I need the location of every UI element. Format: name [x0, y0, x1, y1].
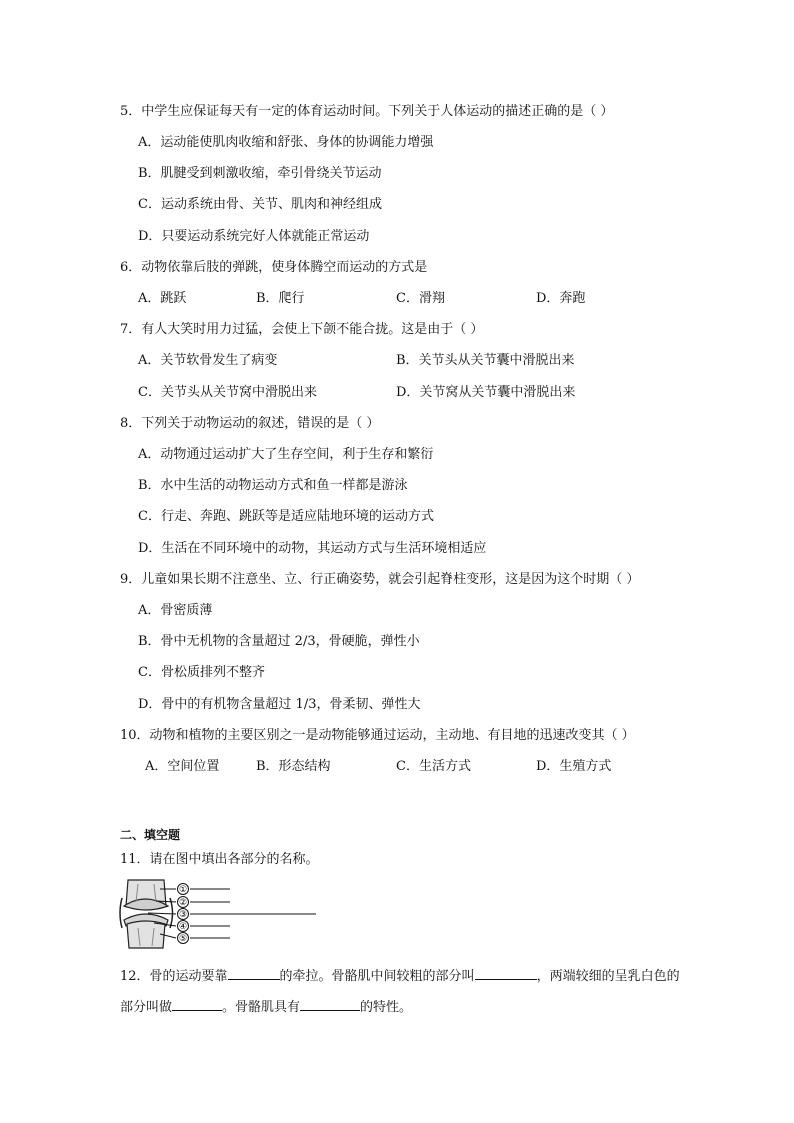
label-5: ⑤: [178, 934, 188, 944]
question-10-option-c: C．生活方式: [396, 759, 471, 774]
label-2: ②: [178, 898, 188, 908]
joint-diagram: [118, 876, 324, 950]
question-6-option-a: A．跳跃: [138, 291, 187, 306]
question-5-option-b: B．肌腱受到刺激收缩，牵引骨绕关节运动: [138, 166, 382, 181]
question-7-option-d: D．关节窝从关节囊中滑脱出来: [396, 385, 576, 400]
question-9-option-c: C．骨松质排列不整齐: [138, 665, 265, 680]
question-9-option-b: B．骨中无机物的含量超过 2/3，骨硬脆，弹性小: [138, 634, 420, 649]
question-12-part-1: 12．骨的运动要靠: [120, 969, 228, 984]
question-10-stem: 10．动物和植物的主要区别之一是动物能够通过运动，主动地、有目地的迅速改变其（ ）: [120, 728, 635, 743]
question-8-option-b: B．水中生活的动物运动方式和鱼一样都是游泳: [138, 478, 408, 493]
question-6-option-d: D．奔跑: [536, 291, 586, 306]
section-2-heading: 二、填空题: [120, 828, 181, 842]
question-7-stem: 7．有人大笑时用力过猛，会使上下颌不能合拢。这是由于（ ）: [120, 322, 484, 337]
question-8-option-a: A．动物通过运动扩大了生存空间，利于生存和繁衍: [138, 447, 434, 462]
question-12-part-4: 。骨骼肌具有: [222, 1000, 301, 1015]
question-8-option-c: C．行走、奔跑、跳跃等是适应陆地环境的运动方式: [138, 509, 434, 524]
question-10-option-d: D．生殖方式: [536, 759, 612, 774]
question-8-stem: 8．下列关于动物运动的叙述，错误的是（ ）: [120, 416, 380, 431]
question-9-stem: 9．儿童如果长期不注意坐、立、行正确姿势，就会引起脊柱变形，这是因为这个时期（ ）: [120, 572, 640, 587]
label-1: ①: [178, 885, 188, 895]
question-10-option-b: B．形态结构: [256, 759, 331, 774]
blank-property[interactable]: [300, 996, 360, 1011]
blank-muscle[interactable]: [228, 965, 280, 980]
question-12-part-2: 的牵拉。骨骼肌中间较粗的部分叫: [279, 969, 475, 984]
question-5-stem: 5．中学生应保证每天有一定的体育运动时间。下列关于人体运动的描述正确的是（ ）: [120, 104, 614, 119]
question-10-option-a: A．空间位置: [145, 759, 220, 774]
question-7-option-c: C．关节头从关节窝中滑脱出来: [138, 385, 317, 400]
label-3: ③: [178, 910, 188, 920]
label-4: ④: [178, 922, 188, 932]
question-12: [120, 961, 680, 1023]
question-9-option-d: D．骨中的有机物含量超过 1/3，骨柔韧、弹性大: [138, 697, 421, 712]
question-6-stem: 6．动物依靠后肢的弹跳，使身体腾空而运动的方式是: [120, 260, 428, 275]
question-12-part-3: ，两端较细的呈乳白色的部分叫做: [120, 969, 680, 1015]
blank-muscle-belly[interactable]: [475, 965, 537, 980]
blank-tendon[interactable]: [172, 996, 222, 1011]
question-7-option-a: A．关节软骨发生了病变: [138, 353, 278, 368]
question-5-option-c: C．运动系统由骨、关节、肌肉和神经组成: [138, 197, 382, 212]
question-9-option-a: A．骨密质薄: [138, 603, 213, 618]
question-5-option-a: A．运动能使肌肉收缩和舒张、身体的协调能力增强: [138, 135, 434, 150]
question-7-option-b: B．关节头从关节囊中滑脱出来: [396, 353, 575, 368]
question-8-option-d: D．生活在不同环境中的动物，其运动方式与生活环境相适应: [138, 541, 487, 556]
question-11-stem: 11．请在图中填出各部分的名称。: [120, 852, 319, 867]
question-12-part-5: 的特性。: [360, 1000, 413, 1015]
lower-bone: [127, 921, 165, 948]
question-6-option-b: B．爬行: [256, 291, 305, 306]
question-5-option-d: D．只要运动系统完好人体就能正常运动: [138, 229, 370, 244]
question-6-option-c: C．滑翔: [396, 291, 445, 306]
